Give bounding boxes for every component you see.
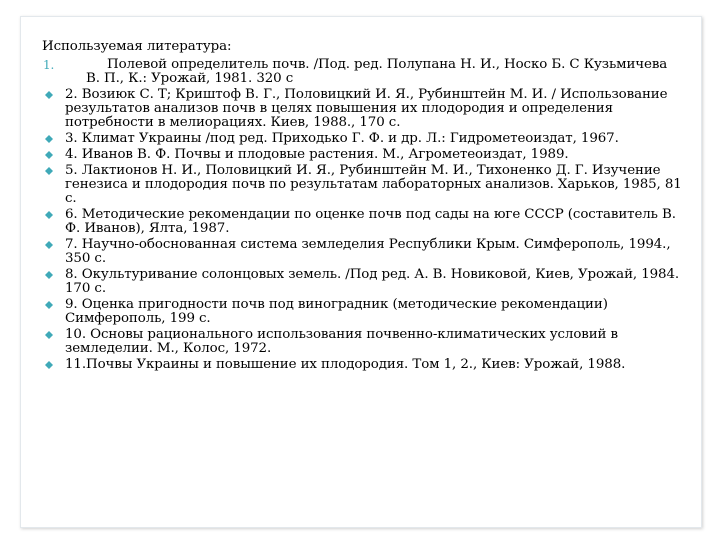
reference-text: 7. Научно-обоснованная система земледелия Республики Крым. Симферополь, 1994., 350 с.	[65, 237, 671, 266]
references-bullet-list	[42, 88, 682, 372]
teal-rhombus-bullet-icon	[45, 331, 53, 339]
reference-item-1	[42, 58, 682, 86]
reference-item-5	[42, 164, 682, 206]
reference-text: 8. Окультуривание солонцовых земель. /Под ред. А. В. Новиковой, Киев, Урожай, 1984. 170 с.	[65, 267, 680, 296]
reference-item-10	[42, 328, 682, 356]
references-list	[42, 58, 682, 86]
reference-item-4	[42, 148, 682, 162]
reference-text: 3. Климат Украины /под ред. Приходько Г. Ф. и др. Л.: Гидрометеоиздат, 1967.	[65, 131, 619, 146]
list-number-marker: 1.	[43, 58, 55, 72]
references-content	[42, 40, 682, 374]
reference-text: 2. Возиюк С. Т; Криштоф В. Г., Половицкий И. Я., Рубинштейн М. И. / Использование результатов анализов почв в целях повышения их плодородия и определения потребности в мелиорациях. Киев, 1988., 170 с.	[65, 87, 668, 130]
reference-text: 4. Иванов В. Ф. Почвы и плодовые растения. М., Агрометеоиздат, 1989.	[65, 147, 569, 162]
reference-item-6	[42, 208, 682, 236]
teal-rhombus-bullet-icon	[45, 241, 53, 249]
references-heading: Используемая литература:	[42, 39, 232, 54]
reference-text: 9. Оценка пригодности почв под виноградник (методические рекомендации) Симферополь, 199 с.	[65, 297, 608, 326]
teal-rhombus-bullet-icon	[45, 211, 53, 219]
teal-rhombus-bullet-icon	[45, 301, 53, 309]
teal-rhombus-bullet-icon	[45, 361, 53, 369]
teal-rhombus-bullet-icon	[45, 271, 53, 279]
reference-item-7	[42, 238, 682, 266]
reference-text: 11.Почвы Украины и повышение их плодородия. Том 1, 2., Киев: Урожай, 1988.	[65, 357, 626, 372]
reference-item-9	[42, 298, 682, 326]
teal-rhombus-bullet-icon	[45, 91, 53, 99]
reference-text: Полевой определитель почв. /Под. ред. Полупана Н. И., Носко Б. С Кузьмичева В. П., К.: Урожай, 1981. 320 с	[86, 57, 668, 86]
reference-item-11	[42, 358, 682, 372]
teal-rhombus-bullet-icon	[45, 151, 53, 159]
reference-text: 6. Методические рекомендации по оценке почв под сады на юге СССР (составитель В. Ф. Иванов), Ялта, 1987.	[65, 207, 676, 236]
reference-text: 10. Основы рационального использования почвенно-климатических условий в земледелии. М., Колос, 1972.	[65, 327, 618, 356]
teal-rhombus-bullet-icon	[45, 167, 53, 175]
teal-rhombus-bullet-icon	[45, 135, 53, 143]
reference-item-2	[42, 88, 682, 130]
reference-item-3	[42, 132, 682, 146]
reference-item-8	[42, 268, 682, 296]
reference-text: 5. Лактионов Н. И., Половицкий И. Я., Рубинштейн М. И., Тихоненко Д. Г. Изучение генезиса и плодородия почв по результатам лабораторных анализов. Харьков, 1985, 81 с.	[65, 163, 682, 206]
